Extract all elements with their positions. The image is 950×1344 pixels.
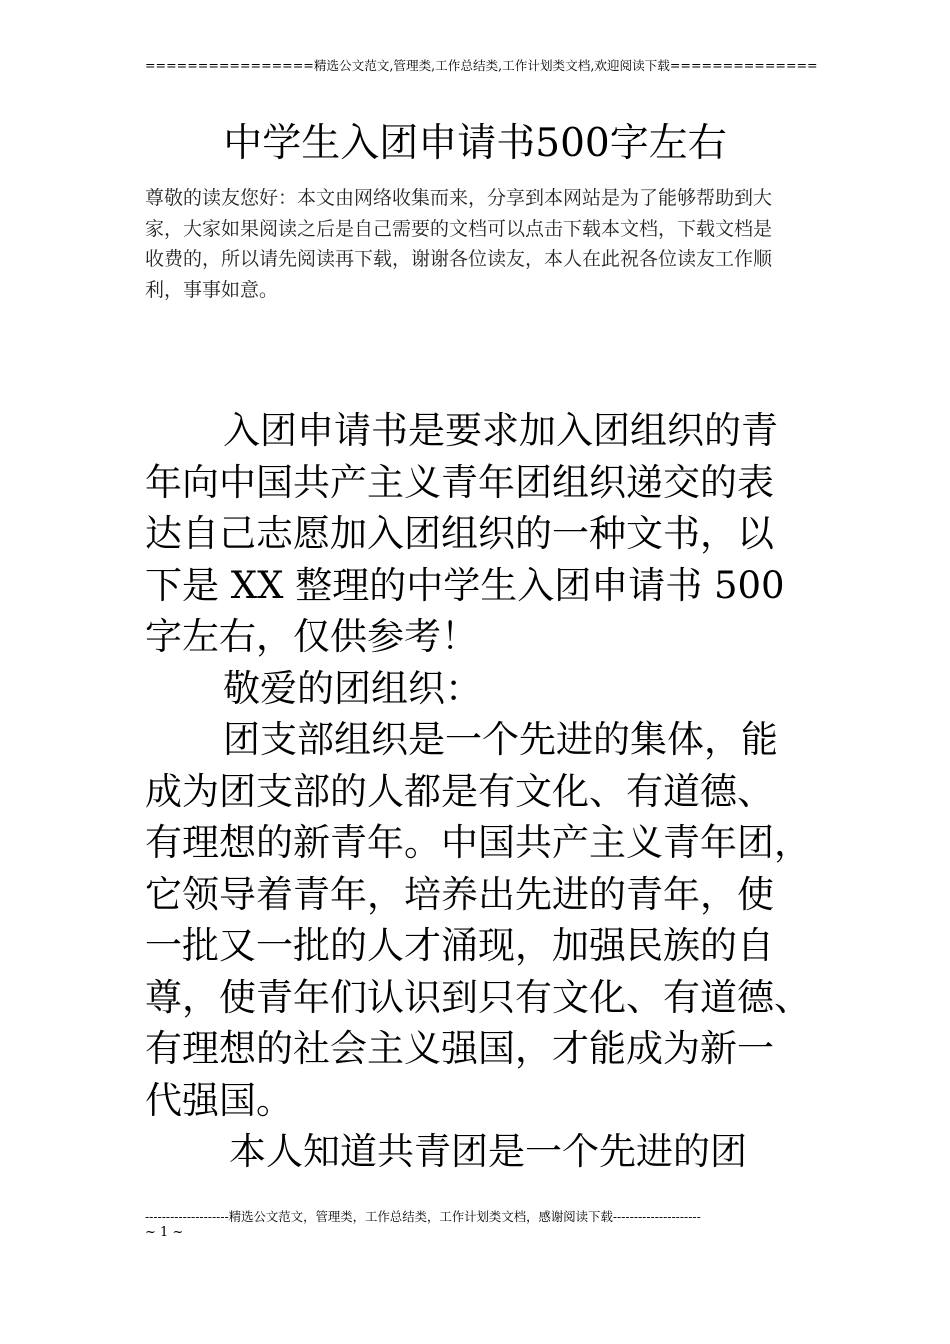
notice-line: 家，大家如果阅读之后是自己需要的文档可以点击下载本文档，下载文档是 (145, 217, 773, 240)
paragraph-line: 有理想的新青年。中国共产主义青年团， (145, 821, 811, 864)
paragraph-line: 年向中国共产主义青年团组织递交的表 (145, 460, 774, 504)
paragraph-line: 下是 XX 整理的中学生入团申请书 500 (145, 563, 785, 607)
paragraph-line: 团支部组织是一个先进的集体，能 (223, 718, 778, 761)
notice-line: 收费的，所以请先阅读再下载，谢谢各位读友，本人在此祝各位读友工作顺 (145, 248, 773, 270)
salutation-line: 敬爱的团组织： (223, 666, 482, 710)
footer-banner: --------------------精选公文范文，管理类，工作总结类，工作计划类文档，感谢阅读下载--------------------- (145, 1209, 701, 1224)
notice-line: 利，事事如意。 (145, 278, 279, 301)
body-text (145, 405, 815, 1178)
paragraph-line: 代强国。 (145, 1078, 293, 1122)
paragraph-line: 有理想的社会主义强国，才能成为新一 (145, 1027, 774, 1070)
header-banner: ================精选公文范文,管理类,工作总结类,工作计划类文档,欢迎阅读下载============== (145, 58, 818, 73)
paragraph-line: 达自己志愿加入团组织的一种文书，以 (145, 512, 774, 555)
reader-notice (145, 183, 810, 305)
paragraph-line: 本人知道共青团是一个先进的团 (229, 1130, 747, 1173)
paragraph-line: 尊，使青年们认识到只有文化、有道德、 (145, 975, 811, 1019)
paragraph-line: 入团申请书是要求加入团组织的青 (223, 409, 778, 452)
notice-line: 尊敬的读友您好：本文由网络收集而来，分享到本网站是为了能够帮助到大 (145, 187, 773, 209)
page-title: 中学生入团申请书500字左右 (223, 121, 727, 167)
paragraph-line: 成为团支部的人都是有文化、有道德、 (145, 769, 774, 813)
paragraph-line: 字左右，仅供参考！ (145, 615, 478, 658)
paragraph-line: 一批又一批的人才涌现，加强民族的自 (145, 924, 774, 967)
page-number: ~ 1 ~ (145, 1225, 184, 1240)
paragraph-line: 它领导着青年，培养出先进的青年，使 (145, 872, 774, 916)
